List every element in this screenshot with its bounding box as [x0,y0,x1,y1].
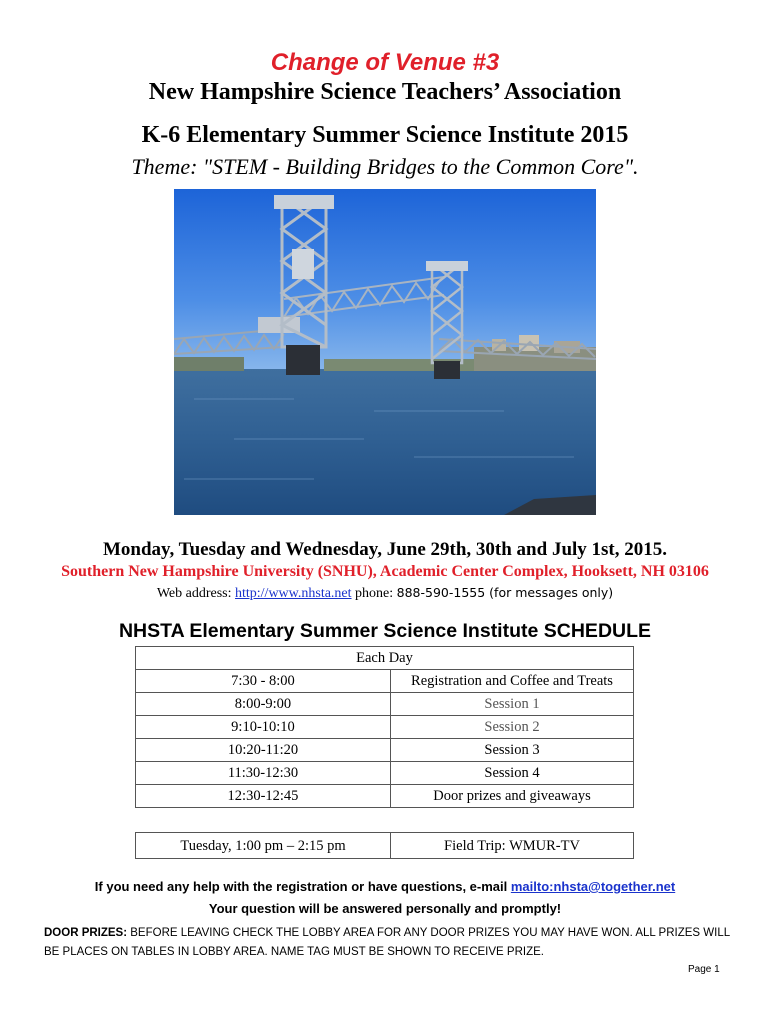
door-prizes-text: BEFORE LEAVING CHECK THE LOBBY AREA FOR ANY DOOR PRIZES YOU MAY HAVE WON. ALL PRIZES WILL BE PLACES ON TABLES IN LOBBY AREA. NAME TAG MUST BE SHOWN TO RECEIVE PRIZE. [44,927,730,958]
door-prizes-note [44,924,734,962]
table-row [136,762,634,785]
table-row [136,670,634,693]
field-trip-activity-cell: Field Trip: WMUR-TV [391,833,634,859]
time-cell: 10:20-11:20 [136,739,391,762]
theme-subtitle: Theme: "STEM - Building Bridges to the Common Core". [131,154,639,179]
table-row [136,739,634,762]
organization-title: New Hampshire Science Teachers’ Association [148,79,622,105]
activity-cell: Session 4 [391,762,634,785]
web-and-phone-line [0,585,770,602]
table-row [136,785,634,808]
help-text: If you need any help with the registration or have questions, e-mail [94,879,511,894]
activity-cell: Door prizes and giveaways [391,785,634,808]
schedule-header-cell: Each Day [136,647,634,670]
table-row [136,693,634,716]
time-cell: 9:10-10:10 [136,716,391,739]
event-dates: Monday, Tuesday and Wednesday, June 29th, 30th and July 1st, 2015. [102,539,668,560]
activity-cell: Session 1 [391,693,634,716]
schedule-title: NHSTA Elementary Summer Science Institute SCHEDULE [118,620,652,642]
event-venue: Southern New Hampshire University (SNHU), Academic Center Complex, Hooksett, NH 03106 [61,563,709,580]
answer-line: Your question will be answered personally and promptly! [208,901,562,916]
activity-cell: Registration and Coffee and Treats [391,670,634,693]
field-trip-time-cell: Tuesday, 1:00 pm – 2:15 pm [136,833,391,859]
time-cell: 12:30-12:45 [136,785,391,808]
time-cell: 8:00-9:00 [136,693,391,716]
table-row [136,716,634,739]
web-label: Web address: [156,586,235,601]
table-header-row [136,647,634,670]
bridge-photo [174,189,596,515]
field-trip-table [135,832,634,859]
schedule-table [135,646,634,808]
page-number: Page 1 [688,964,720,975]
time-cell: 11:30-12:30 [136,762,391,785]
time-cell: 7:30 - 8:00 [136,670,391,693]
email-link[interactable]: mailto:nhsta@together.net [510,879,676,894]
activity-cell: Session 2 [391,716,634,739]
activity-cell: Session 3 [391,739,634,762]
door-prizes-label: DOOR PRIZES: [44,927,128,939]
phone-label: phone: [351,586,397,601]
phone-number: 888-590-1555 (for messages only) [396,585,614,600]
change-of-venue-heading: Change of Venue #3 [270,49,500,76]
table-row [136,833,634,859]
website-link[interactable]: http://www.nhsta.net [235,586,352,601]
institute-title: K-6 Elementary Summer Science Institute 2015 [141,122,629,148]
help-line [0,879,770,894]
